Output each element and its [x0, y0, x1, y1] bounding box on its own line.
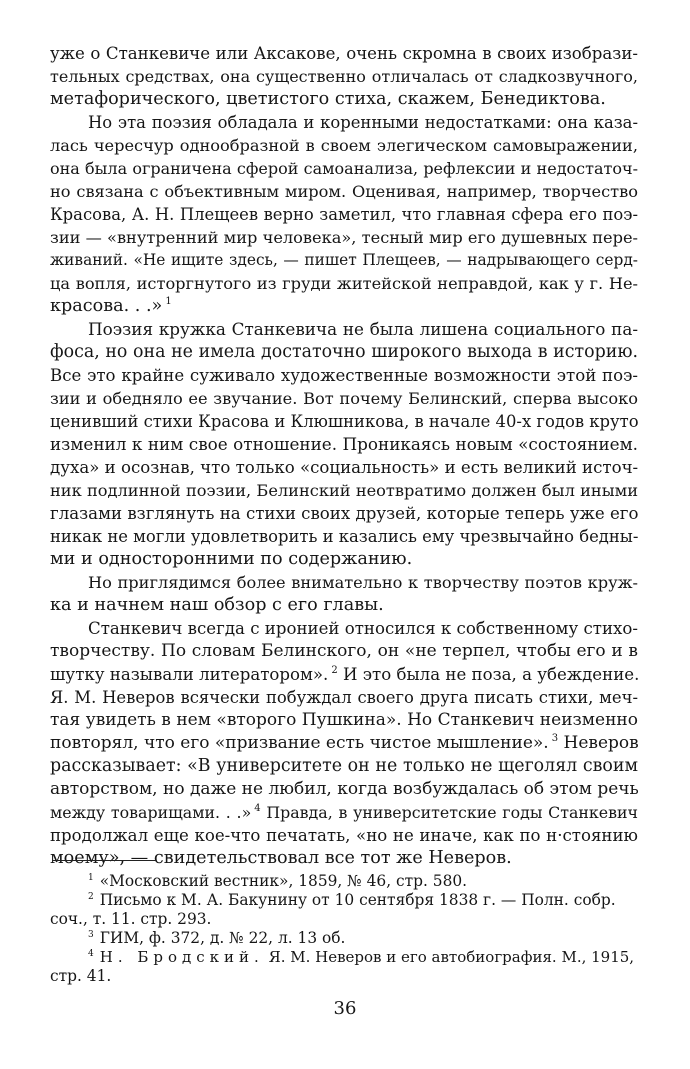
text-line	[50, 732, 638, 755]
footnote-number: 1	[88, 873, 94, 883]
line-text: И это была не поза, а убеждение.	[343, 665, 640, 684]
footnote-divider	[52, 860, 156, 861]
paragraph	[50, 571, 638, 617]
line-text: Но эта поэзия обладала и коренными недостатками: она каза-	[88, 113, 638, 132]
text-line	[50, 226, 638, 249]
footnote-ref: 3	[551, 733, 559, 744]
text-line	[50, 433, 638, 456]
line-text: она была ограничена сферой самоанализа, рефлексии и недостаточ-	[50, 159, 638, 178]
text-line	[50, 65, 638, 88]
text-line	[50, 847, 638, 870]
line-text: Правда, в университетские годы Станкевич	[266, 803, 638, 822]
text-line	[50, 479, 638, 502]
footnote-text: «Московский вестник», 1859, № 46, стр. 580.	[99, 872, 468, 890]
paragraph	[50, 111, 638, 318]
line-text: тая увидеть в нем «второго Пушкина». Но Станкевич неизменно	[50, 710, 638, 730]
text-line	[50, 341, 638, 364]
footnote-line	[50, 967, 638, 986]
author-name: Н. Бродский.	[99, 948, 264, 966]
line-text: глазами взглянуть на стихи своих друзей, которые теперь уже его	[50, 504, 639, 523]
footnote-line	[50, 872, 638, 891]
footnote-line	[50, 948, 638, 967]
text-line	[50, 640, 638, 663]
footnote-text: ГИМ, ф. 372, д. № 22, л. 13 об.	[99, 929, 346, 947]
line-text: ца вопля, исторгнутого из груди житейской неправдой, как у г. Не-	[50, 274, 638, 293]
text-line	[50, 111, 638, 134]
text-line	[50, 456, 638, 479]
line-text: шутку называли литератором».	[50, 665, 329, 684]
line-text: Все это крайне суживало художественные возможности этой поэ-	[50, 366, 638, 385]
text-line	[50, 617, 638, 640]
line-text: уже о Станкевиче или Аксакове, очень скромна в своих изобрази-	[50, 44, 638, 63]
text-line	[50, 272, 638, 295]
line-text: ка и начнем наш обзор с его главы.	[50, 595, 384, 615]
text-line	[50, 755, 638, 778]
line-text: тельных средствах, она существенно отличалась от сладкозвучного,	[50, 67, 638, 86]
line-text: моему», — свидетельствовал все тот же Неверов.	[50, 848, 512, 868]
text-line	[50, 410, 638, 433]
text-line	[50, 709, 638, 732]
text-line	[50, 824, 638, 847]
line-text: повторял, что его «призвание есть чистое мышление».	[50, 733, 549, 753]
footnote-line	[50, 891, 638, 910]
text-line	[50, 249, 638, 272]
line-text: духа» и осознав, что только «социальность» и есть великий источ-	[50, 458, 639, 477]
line-text: метафорического, цветистого стиха, скажем, Бенедиктова.	[50, 89, 606, 109]
text-line	[50, 663, 638, 686]
line-text: между товарищами. . .»	[50, 803, 252, 822]
text-line	[50, 594, 638, 617]
footnote-ref: 4	[254, 803, 261, 814]
text-line	[50, 571, 638, 594]
text-line	[50, 134, 638, 157]
text-line	[50, 686, 638, 709]
line-text: Я. М. Неверов всячески побуждал своего друга писать стихи, меч-	[50, 688, 638, 707]
text-line	[50, 180, 638, 203]
page-number: 36	[333, 998, 357, 1019]
text-line	[50, 318, 638, 341]
paragraph	[50, 617, 638, 870]
footnote-text: Письмо к М. А. Бакунину от 10 сентября 1838 г. — Полн. собр.	[99, 891, 616, 909]
footnote-number: 2	[88, 892, 94, 902]
line-text: творчеству. По словам Белинского, он «не терпел, чтобы его и в	[50, 641, 638, 661]
text-line	[50, 364, 638, 387]
line-text: авторством, но даже не любил, когда возбуждалась об этом речь	[50, 779, 639, 799]
line-text: Станкевич всегда с иронией относился к собственному стихо-	[88, 619, 638, 638]
line-text: но связана с объективным миром. Оценивая, например, творчество	[50, 182, 638, 201]
line-text: ник подлинной поэзии, Белинский неотвратимо должен был иными	[50, 481, 638, 500]
footnote-number: 4	[88, 949, 94, 959]
line-text: ми и односторонними по содержанию.	[50, 549, 413, 569]
footnote-line	[50, 929, 638, 948]
text-line	[50, 801, 638, 824]
line-text: изменил к ним свое отношение. Проникаясь новым «состоянием.	[50, 434, 638, 454]
text-line	[50, 295, 638, 318]
line-text: Неверов	[563, 733, 639, 753]
text-line	[50, 778, 638, 801]
line-text: Поэзия кружка Станкевича не была лишена социального па-	[88, 319, 638, 339]
text-line	[50, 525, 638, 548]
line-text: живаний. «Не ищите здесь, — пишет Плещеев, — надрывающего серд-	[50, 251, 638, 269]
line-text: красова. . .»	[50, 296, 163, 316]
footnote-text: Я. М. Неверов и его автобиография. М., 1915,	[268, 948, 635, 966]
line-text: зии и обедняло ее звучание. Вот почему Белинский, сперва высоко	[50, 389, 638, 408]
line-text: Красова, А. Н. Плещеев верно заметил, что главная сфера его поэ-	[50, 205, 638, 224]
text-line	[50, 387, 638, 410]
text-line	[50, 157, 638, 180]
line-text: рассказывает: «В университете он не только не щеголял своим	[50, 756, 638, 776]
line-text: продолжал еще кое-что печатать, «но не иначе, как по н·стоянию	[50, 826, 638, 845]
line-text: никак не могли удовлетворить и казались ему чрезвычайно бедны-	[50, 527, 639, 546]
footnote-ref: 1	[165, 296, 172, 307]
footnote-ref: 2	[331, 665, 338, 676]
line-text: фоса, но она не имела достаточно широкого выхода в историю.	[50, 342, 638, 362]
footnote-text: стр. 41.	[50, 967, 112, 985]
footnotes	[50, 872, 638, 986]
paragraph	[50, 318, 638, 571]
line-text: Но приглядимся более внимательно к творчеству поэтов круж-	[88, 573, 638, 592]
line-text: лась чересчур однообразной в своем элегическом самовыражении,	[50, 136, 638, 155]
text-line	[50, 502, 638, 525]
text-line	[50, 88, 638, 111]
text-line	[50, 548, 638, 571]
line-text: ценивший стихи Красова и Клюшникова, в начале 40-х годов круто	[50, 412, 639, 431]
footnote-line	[50, 910, 638, 929]
paragraph	[50, 42, 638, 111]
footnote-text: соч., т. 11. стр. 293.	[50, 910, 212, 928]
main-text	[50, 42, 638, 870]
text-line	[50, 42, 638, 65]
footnote-number: 3	[88, 930, 94, 940]
text-line	[50, 203, 638, 226]
line-text: зии — «внутренний мир человека», тесный мир его душевных пере-	[50, 228, 638, 247]
